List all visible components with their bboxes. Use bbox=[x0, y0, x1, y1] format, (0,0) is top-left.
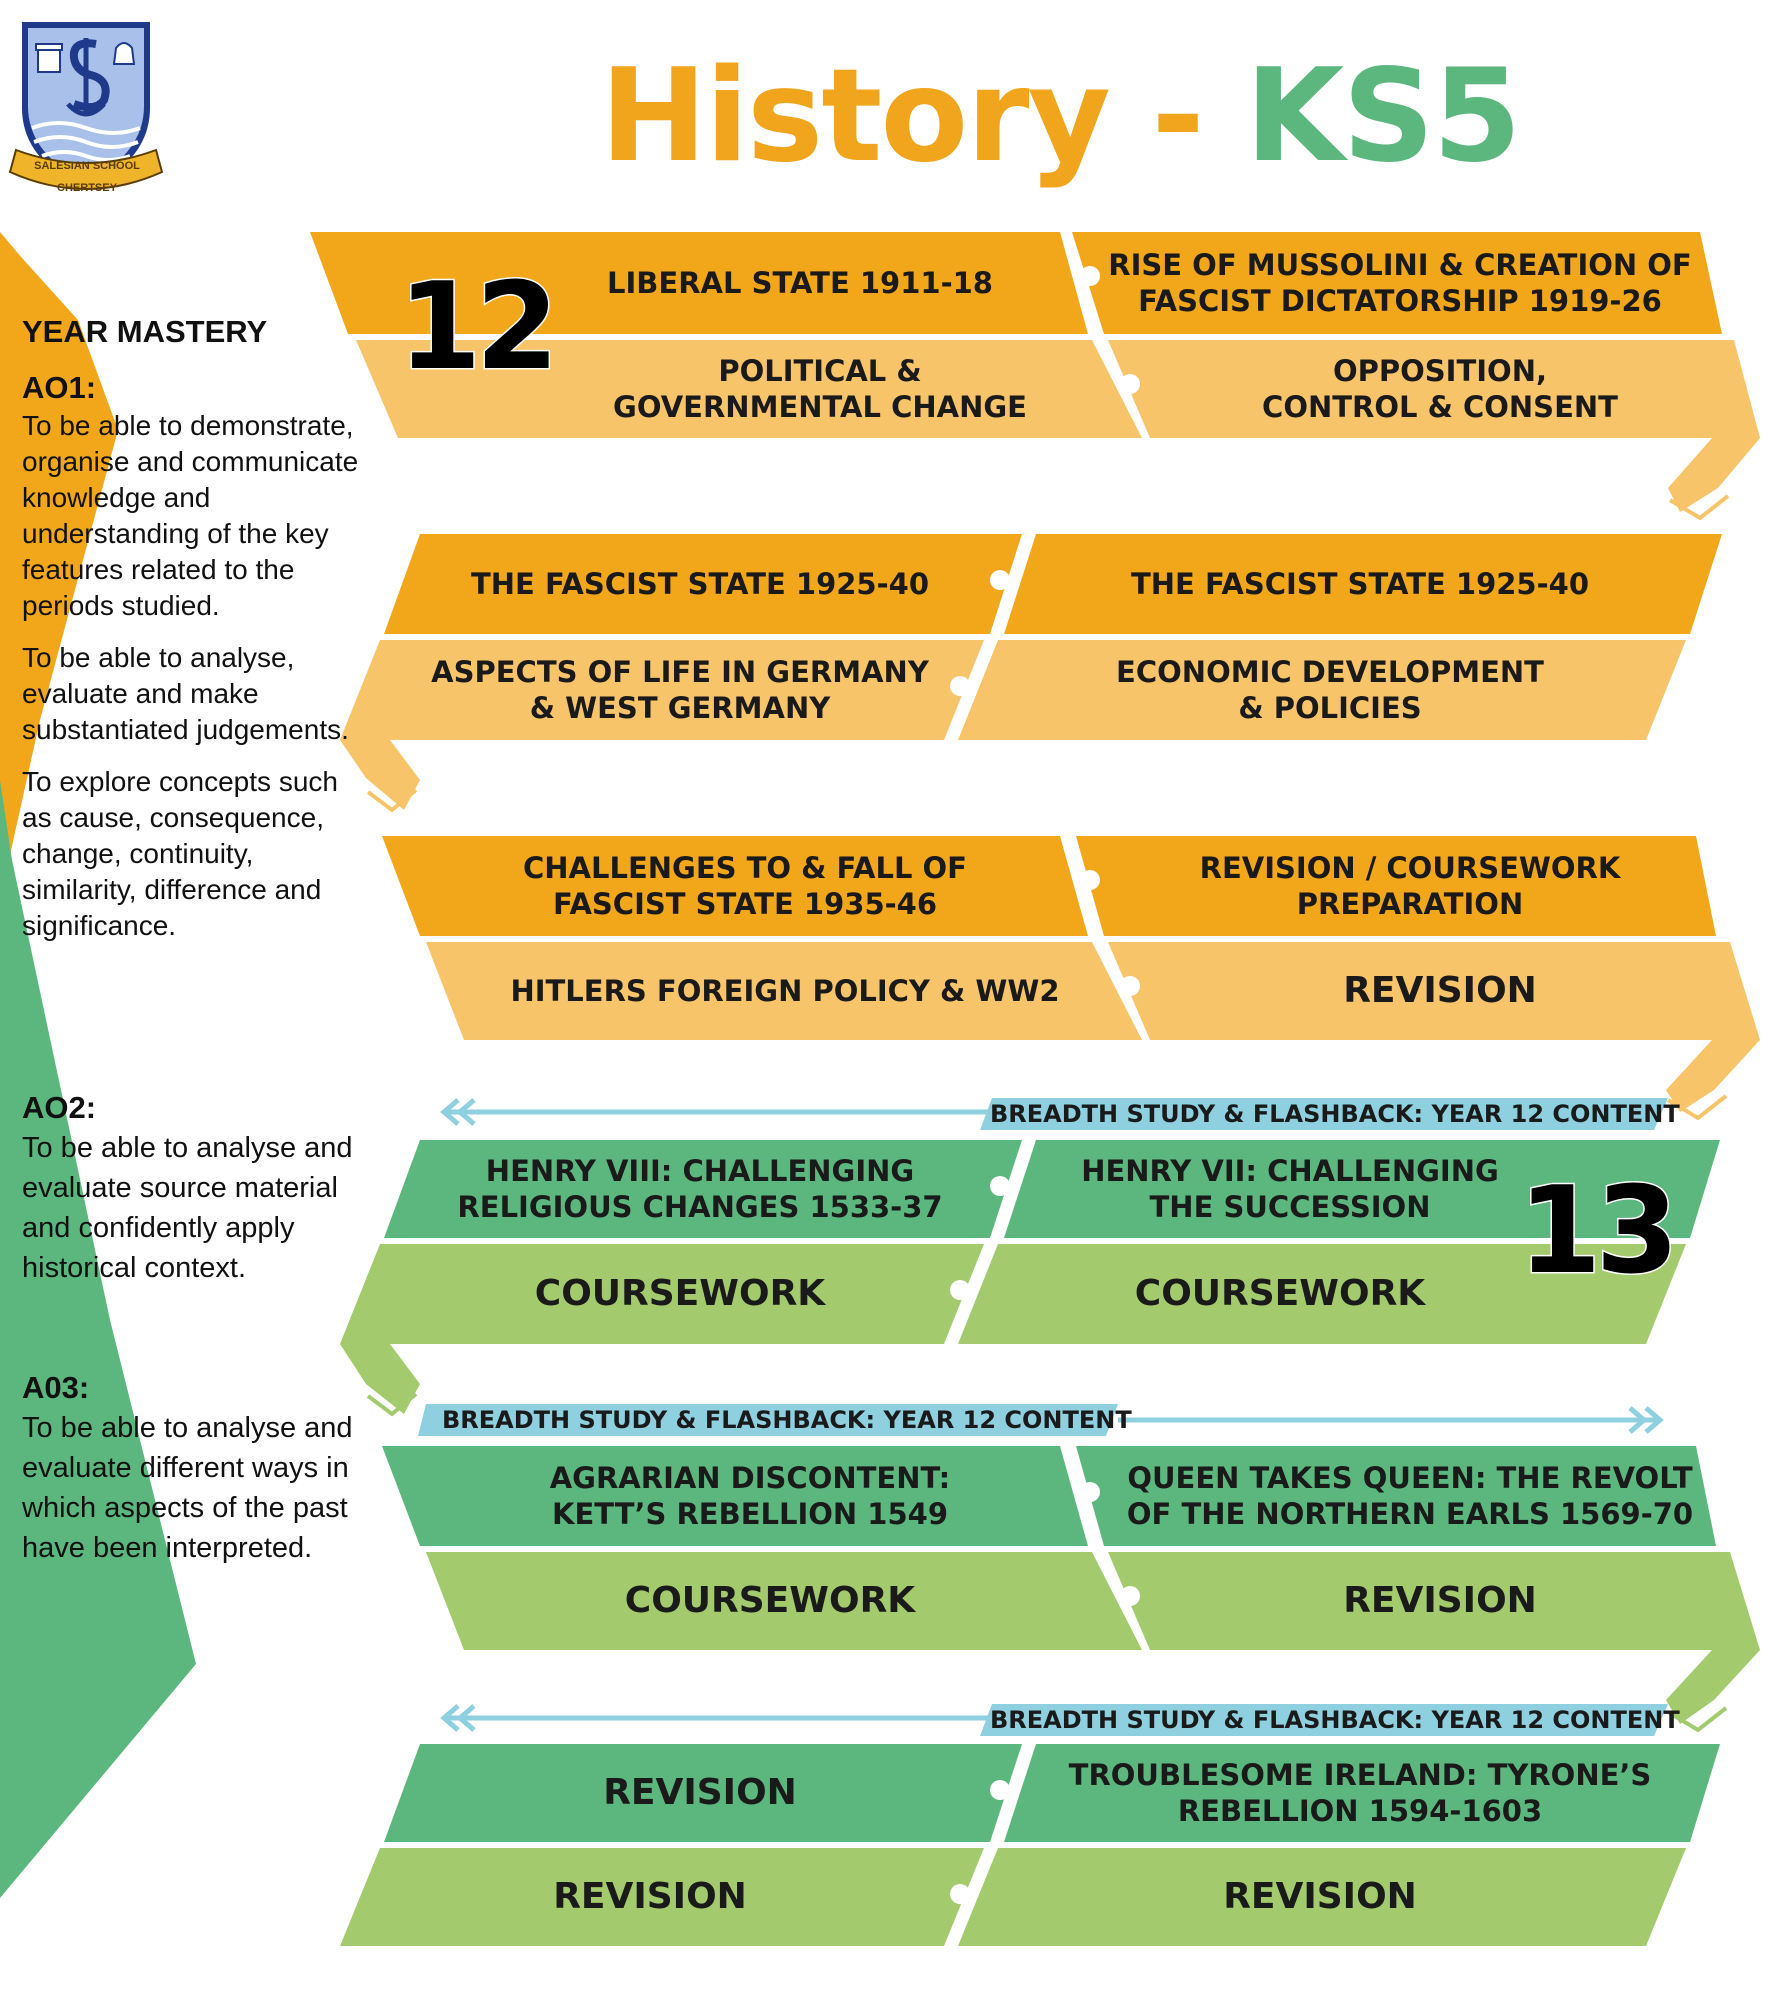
year-mastery-heading: YEAR MASTERY bbox=[22, 314, 268, 349]
title-history: History bbox=[600, 42, 1109, 191]
topic-troublesome-ireland: TROUBLESOME IRELAND: TYRONE’S REBELLION 1594-1603 bbox=[1068, 1758, 1652, 1828]
topic-revision-y13-2: REVISION bbox=[603, 1772, 797, 1813]
topic-revision-y13-4: REVISION bbox=[1223, 1876, 1417, 1917]
breadth-label-2: BREADTH STUDY & FLASHBACK: YEAR 12 CONTENT bbox=[442, 1406, 1132, 1434]
ao3-label: A03: bbox=[22, 1370, 90, 1405]
topic-queen-takes-queen: QUEEN TAKES QUEEN: THE REVOLT OF THE NORTHERN EARLS 1569-70 bbox=[1126, 1461, 1694, 1531]
page-title bbox=[600, 42, 1520, 192]
ao2-label: AO2: bbox=[22, 1090, 97, 1125]
topic-agrarian-discontent: AGRARIAN DISCONTENT: KETT’S REBELLION 1549 bbox=[549, 1461, 951, 1531]
topic-revision-coursework-prep: REVISION / COURSEWORK PREPARATION bbox=[1199, 851, 1621, 921]
side-band-green bbox=[0, 780, 196, 1898]
topic-challenges-fall-fascist-state: CHALLENGES TO & FALL OF FASCIST STATE 1935-46 bbox=[523, 851, 967, 921]
topic-revision-y13-1: REVISION bbox=[1343, 1580, 1537, 1621]
topic-revision-y13-3: REVISION bbox=[553, 1876, 747, 1917]
breadth-label-3: BREADTH STUDY & FLASHBACK: YEAR 12 CONTENT bbox=[990, 1706, 1680, 1734]
crest-banner-right: SCHOOL bbox=[92, 160, 140, 172]
ao3-text: To be able to analyse and evaluate different ways in which aspects of the past have been interpreted. bbox=[22, 1412, 353, 1564]
year-mastery-panel bbox=[22, 312, 362, 944]
crest-banner-bottom: CHERTSEY bbox=[57, 182, 117, 194]
ao3-section bbox=[22, 1368, 362, 1568]
year-12-marker: 12 bbox=[398, 258, 553, 397]
topic-coursework-2: COURSEWORK bbox=[1134, 1273, 1426, 1314]
title-ks5: KS5 bbox=[1245, 42, 1520, 191]
ao1-text-3: To explore concepts such as cause, consequence, change, continuity, similarity, difference and significance. bbox=[22, 766, 338, 941]
ao2-text: To be able to analyse and evaluate source material and confidently apply historical context. bbox=[22, 1132, 353, 1284]
ao1-text-1: To be able to demonstrate, organise and communicate knowledge and understanding of the key features related to the periods studied. bbox=[22, 410, 359, 621]
topic-fascist-state-2: THE FASCIST STATE 1925-40 bbox=[1130, 567, 1589, 601]
topic-henry-vii: HENRY VII: CHALLENGING THE SUCCESSION bbox=[1081, 1154, 1499, 1224]
topic-coursework-3: COURSEWORK bbox=[624, 1580, 916, 1621]
ao1-text-2: To be able to analyse, evaluate and make substantiated judgements. bbox=[22, 642, 349, 745]
topic-aspects-of-life-germany: ASPECTS OF LIFE IN GERMANY & WEST GERMANY bbox=[431, 655, 929, 725]
topic-liberal-state: LIBERAL STATE 1911-18 bbox=[607, 266, 993, 300]
topic-political-governmental-change: POLITICAL & GOVERNMENTAL CHANGE bbox=[613, 354, 1027, 424]
year-13-marker: 13 bbox=[1518, 1162, 1673, 1301]
topic-hitlers-foreign-policy: HITLERS FOREIGN POLICY & WW2 bbox=[510, 974, 1060, 1008]
topic-opposition-control-consent: OPPOSITION, CONTROL & CONSENT bbox=[1262, 354, 1618, 424]
topic-henry-viii: HENRY VIII: CHALLENGING RELIGIOUS CHANGES 1533-37 bbox=[457, 1154, 943, 1224]
ao2-section bbox=[22, 1088, 362, 1288]
topic-coursework-1: COURSEWORK bbox=[534, 1273, 826, 1314]
topic-fascist-state-1: THE FASCIST STATE 1925-40 bbox=[470, 567, 929, 601]
topic-revision-y12: REVISION bbox=[1343, 970, 1537, 1011]
title-dash: - bbox=[1151, 42, 1203, 191]
puzzle-connectors bbox=[950, 266, 1140, 1904]
topic-rise-of-mussolini: RISE OF MUSSOLINI & CREATION OF FASCIST DICTATORSHIP 1919-26 bbox=[1108, 248, 1692, 318]
ao1-label: AO1: bbox=[22, 370, 97, 405]
crest-banner-left: SALESIAN bbox=[34, 160, 90, 172]
breadth-label-1: BREADTH STUDY & FLASHBACK: YEAR 12 CONTENT bbox=[990, 1100, 1680, 1128]
topic-economic-development: ECONOMIC DEVELOPMENT & POLICIES bbox=[1116, 655, 1544, 725]
